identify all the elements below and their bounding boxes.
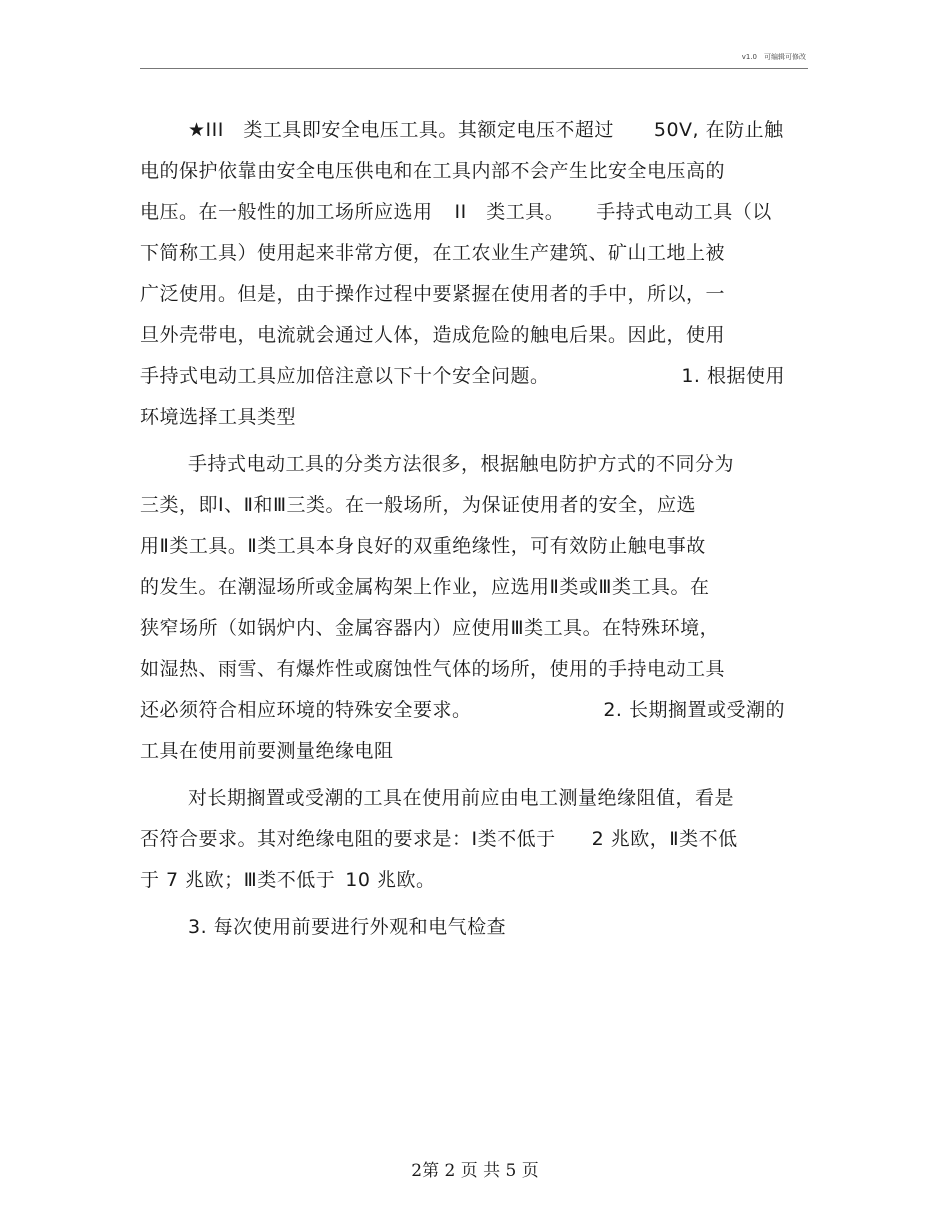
text-segment: 对长期搁置或受潮的工具在使用前应由电工测量绝缘阻值，看是: [188, 787, 735, 809]
text-segment: 否符合要求。其对绝缘电阻的要求是：Ⅰ类不低于: [140, 828, 556, 850]
text-line: [140, 397, 805, 438]
text-line: [140, 192, 805, 233]
text-segment: II 类工具。: [454, 201, 565, 223]
text-line: [140, 315, 805, 356]
text-line: [140, 907, 805, 948]
text-line: [140, 819, 805, 860]
text-segment: 下简称工具）使用起来非常方便，在工农业生产建筑、矿山工地上被: [140, 242, 726, 264]
text-line: [140, 356, 805, 397]
text-segment: 电的保护依靠由安全电压供电和在工具内部不会产生比安全电压高的: [140, 160, 726, 182]
text-segment: 10 兆欧。: [345, 869, 436, 891]
text-segment: 狭窄场所（如锅炉内、金属容器内）应使用Ⅲ类工具。在特殊环境，: [140, 617, 720, 639]
text-segment: 手持式电动工具（以: [596, 201, 772, 223]
text-segment: 于 7 兆欧；Ⅲ类不低于: [140, 869, 336, 891]
text-segment: ★III 类工具即安全电压工具。其额定电压不超过: [188, 119, 614, 141]
text-segment: 电压。在一般性的加工场所应选用: [140, 201, 433, 223]
text-segment: 还必须符合相应环境的特殊安全要求。: [140, 699, 472, 721]
text-segment-right: 1. 根据使用: [681, 365, 785, 387]
text-line: [140, 444, 805, 485]
text-line: [140, 274, 805, 315]
text-line: [140, 649, 805, 690]
text-segment: 如湿热、雨雪、有爆炸性或腐蚀性气体的场所，使用的手持电动工具: [140, 658, 726, 680]
page-number: 2第 2 页 共 5 页: [411, 1161, 539, 1181]
text-line: [140, 485, 805, 526]
text-segment: 旦外壳带电，电流就会通过人体，造成危险的触电后果。因此，使用: [140, 324, 726, 346]
text-segment: 2 兆欧，Ⅱ类不低: [591, 828, 738, 850]
body-text: [140, 110, 805, 948]
text-segment: 广泛使用。但是，由于操作过程中要紧握在使用者的手中，所以，一: [140, 283, 726, 305]
text-line: [140, 860, 805, 901]
text-line: [140, 567, 805, 608]
header-divider: [140, 68, 808, 69]
text-line: [140, 233, 805, 274]
text-segment: 50V, 在防止触: [653, 119, 784, 141]
text-segment: 环境选择工具类型: [140, 406, 297, 428]
text-line: [140, 731, 805, 772]
text-line: [140, 690, 805, 731]
text-line: [140, 608, 805, 649]
text-segment: 的发生。在潮湿场所或金属构架上作业，应选用Ⅱ类或Ⅲ类工具。在: [140, 576, 710, 598]
text-segment: 用Ⅱ类工具。Ⅱ类工具本身良好的双重绝缘性，可有效防止触电事故: [140, 535, 706, 557]
text-segment: 手持式电动工具应加倍注意以下十个安全问题。: [140, 365, 550, 387]
version-note: v1.0 可编辑可修改: [741, 53, 806, 61]
text-line: [140, 110, 805, 151]
text-segment: 三类，即Ⅰ、Ⅱ和Ⅲ三类。在一般场所，为保证使用者的安全，应选: [140, 494, 697, 516]
text-segment-right: 2. 长期搁置或受潮的: [603, 699, 785, 721]
text-segment: 手持式电动工具的分类方法很多，根据触电防护方式的不同分为: [188, 453, 735, 475]
text-segment: 工具在使用前要测量绝缘电阻: [140, 740, 394, 762]
text-line: [140, 778, 805, 819]
text-line: [140, 151, 805, 192]
text-segment: 3. 每次使用前要进行外观和电气检查: [188, 916, 507, 938]
text-line: [140, 526, 805, 567]
